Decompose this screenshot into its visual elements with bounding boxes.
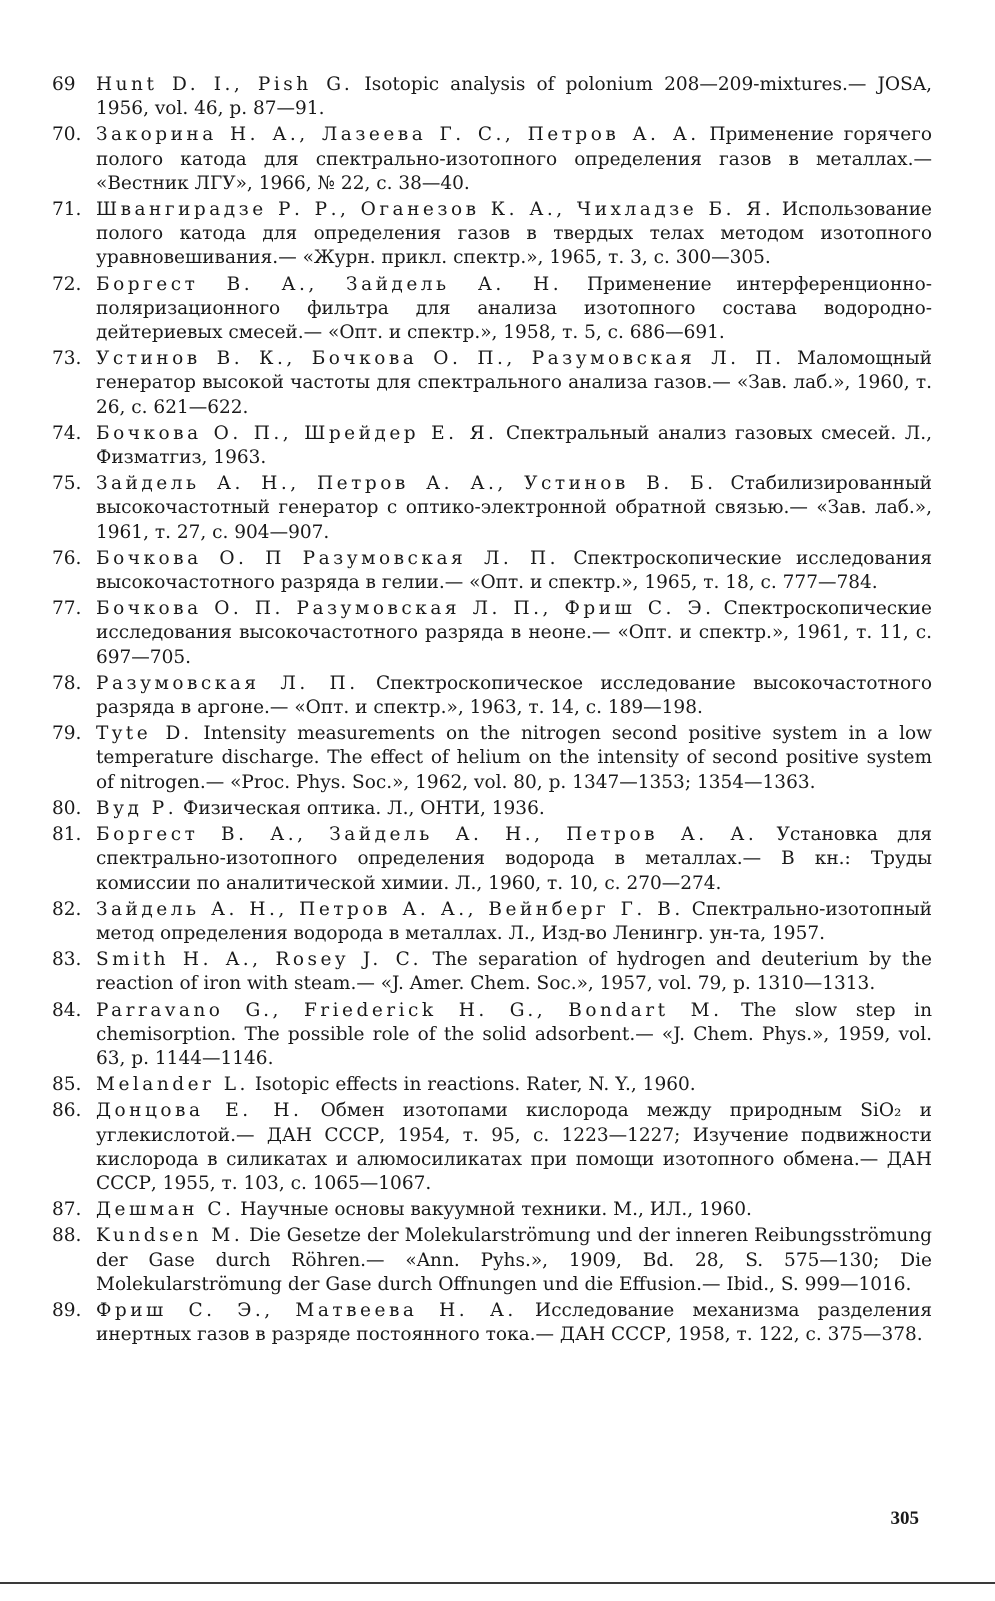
reference-item: [52, 999, 932, 1072]
reference-number: 72.: [52, 273, 82, 295]
reference-number: 87.: [52, 1199, 82, 1221]
reference-item: [52, 898, 932, 946]
reference-text: Применение горячего полого катода для спектрально-изотопного определения газов в металлах.— «Вестник ЛГУ», 1966, № 22, с. 38—40.: [96, 124, 932, 194]
reference-text: Исследование механизма разделения инертных газов в разряде постоянного тока.— ДАН СССР, 1958, т. 122, с. 375—378.: [96, 1299, 933, 1346]
reference-text: Спектрально-изотопный метод определения водорода в металлах. Л., Изд-во Ленингр. ун-та, 1957.: [96, 898, 932, 944]
reference-text: The separation of hydrogen and deuterium by the reaction of iron with steam.— «J. Amer. Chem. Soc.», 1957, vol. 79, p. 1310—1313.: [96, 949, 933, 995]
reference-item: [52, 672, 932, 720]
reference-body: [96, 672, 932, 720]
reference-item: [52, 1299, 932, 1347]
reference-authors: Разумовская Л. П.: [96, 672, 359, 694]
reference-body: [96, 123, 932, 196]
reference-number: 73.: [52, 348, 82, 370]
reference-authors: Бочкова О. П Разумовская Л. П.: [96, 547, 560, 569]
reference-number: 74.: [52, 422, 82, 444]
page-number: 305: [890, 1508, 919, 1529]
reference-authors: Бочкова О. П., Шрейдер Е. Я.: [96, 422, 498, 444]
reference-item: [52, 797, 932, 821]
reference-text: Die Gesetze der Molekularströmung und der inneren Reibungsströmung der Gase durch Röhren.— «Ann. Pyhs.», 1909, Bd. 28, S. 575—130; Die Molekularströmung der Gase durch Offnungen und die Effusion.— Ibid., S. 999—1016.: [96, 1225, 932, 1295]
reference-item: [52, 198, 932, 271]
reference-text: Применение интерференционно-поляризационного фильтра для анализа изотопного состава водородно-дейтериевых смесей.— «Опт. и спектр.», 1958, т. 5, с. 686—691.: [96, 273, 932, 344]
reference-item: [52, 347, 932, 420]
reference-body: [96, 999, 932, 1072]
reference-number: 80.: [52, 797, 82, 819]
reference-authors: Фриш С. Э., Матвеева Н. А.: [96, 1299, 517, 1321]
reference-authors: Вуд Р.: [96, 797, 178, 819]
reference-body: [96, 472, 932, 545]
reference-authors: Боргест В. А., Зайдель А. Н., Петров А. А.: [96, 824, 758, 846]
reference-body: [96, 1198, 932, 1222]
reference-text: Isotopic effects in reactions. Rater, N. Y., 1960.: [248, 1074, 696, 1096]
reference-authors: Smith H. A., Rosey J. C.: [96, 949, 423, 971]
reference-item: [52, 1099, 932, 1196]
reference-body: [96, 823, 932, 896]
reference-text: Intensity measurements on the nitrogen second positive system in a low temperature discharge. The effect of helium on the intensity of second positive system of nitrogen.— «Proc. Phys. Soc.», 1962, vol. 80, p. 1347—1353; 1354—1363.: [96, 723, 932, 793]
reference-number: 70.: [52, 124, 82, 146]
reference-authors: Дешман С.: [96, 1199, 235, 1221]
reference-body: [96, 73, 932, 121]
reference-body: [96, 547, 932, 595]
reference-text: Обмен изотопами кислорода между природным SiO₂ и углекислотой.— ДАН СССР, 1954, т. 95, с. 1223—1227; Изучение подвижности кислорода в силикатах и алюмосиликатах при помощи изотопного обмена.— ДАН СССР, 1955, т. 103, с. 1065—1067.: [96, 1100, 932, 1194]
reference-text: Isotopic analysis of polonium 208—209-mixtures.— JOSA, 1956, vol. 46, p. 87—91.: [96, 74, 932, 120]
reference-body: [96, 1224, 932, 1297]
reference-text: Маломощный генератор высокой частоты для спектрального анализа газов.— «Зав. лаб.», 1960, т. 26, с. 621—622.: [96, 348, 932, 418]
reference-number: 83.: [52, 949, 82, 971]
reference-number: 81.: [52, 824, 82, 846]
reference-body: [96, 797, 932, 821]
reference-body: [96, 948, 932, 996]
reference-authors: Зайдель А. Н., Петров А. А., Вейнберг Г. В.: [96, 898, 684, 920]
reference-item: [52, 1073, 932, 1097]
reference-body: [96, 722, 932, 795]
reference-body: [96, 597, 932, 670]
reference-item: [52, 472, 932, 545]
reference-body: [96, 1073, 932, 1097]
reference-number: 86.: [52, 1100, 82, 1122]
reference-item: [52, 948, 932, 996]
reference-item: [52, 422, 932, 470]
reference-number: 77.: [52, 598, 82, 620]
reference-item: [52, 123, 932, 196]
reference-item: [52, 722, 932, 795]
reference-text: Спектроскопическое исследование высокочастотного разряда в аргоне.— «Опт. и спектр.», 1963, т. 14, с. 189—198.: [96, 672, 932, 719]
reference-authors: Hunt D. I., Pish G.: [96, 74, 354, 95]
reference-number: 69: [52, 74, 76, 95]
reference-item: [52, 823, 932, 896]
reference-text: Спектральный анализ газовых смесей. Л., Физматгиз, 1963.: [96, 422, 933, 469]
reference-number: 79.: [52, 723, 82, 745]
reference-text: Установка для спектрально-изотопного определения водорода в металлах.— В кн.: Труды комиссии по аналитической химии. Л., 1960, т. 10, с. 270—274.: [96, 824, 932, 894]
reference-body: [96, 898, 932, 946]
reference-body: [96, 347, 932, 420]
reference-authors: Боргест В. А., Зайдель А. Н.: [96, 273, 563, 295]
reference-authors: Kundsen M.: [96, 1225, 244, 1247]
reference-authors: Швангирадзе Р. Р., Оганезов К. А., Чихладзе Б. Я.: [96, 199, 775, 221]
reference-text: The slow step in chemisorption. The possible role of the solid adsorbent.— «J. Chem. Phys.», 1959, vol. 63, p. 1144—1146.: [96, 999, 932, 1069]
reference-number: 84.: [52, 999, 82, 1021]
reference-item: [52, 273, 932, 346]
page-bottom-edge: [0, 1582, 995, 1584]
reference-list: [52, 73, 932, 1349]
reference-body: [96, 1299, 932, 1347]
reference-text: Физическая оптика. Л., ОНТИ, 1936.: [177, 797, 545, 819]
reference-number: 76.: [52, 547, 82, 569]
reference-text: Научные основы вакуумной техники. М., ИЛ., 1960.: [234, 1199, 752, 1221]
reference-number: 78.: [52, 672, 82, 694]
reference-number: 88.: [52, 1225, 82, 1247]
reference-number: 82.: [52, 898, 82, 920]
reference-authors: Устинов В. К., Бочкова О. П., Разумовская Л. П.: [96, 348, 785, 370]
reference-authors: Бочкова О. П. Разумовская Л. П., Фриш С. Э.: [96, 598, 715, 620]
reference-body: [96, 422, 932, 470]
reference-item: [52, 597, 932, 670]
reference-authors: Tyte D.: [96, 723, 193, 745]
reference-number: 71.: [52, 199, 82, 221]
reference-text: Стабилизированный высокочастотный генератор с оптико-электронной обратной связью.— «Зав. лаб.», 1961, т. 27, с. 904—907.: [96, 473, 932, 543]
reference-number: 85.: [52, 1074, 82, 1096]
reference-authors: Parravano G., Friederick H. G., Bondart M.: [96, 999, 723, 1021]
reference-body: [96, 198, 932, 271]
reference-text: Спектроскопические исследования высокочастотного разряда в неоне.— «Опт. и спектр.», 1961, т. 11, с. 697—705.: [96, 598, 933, 668]
reference-body: [96, 273, 932, 346]
reference-number: 75.: [52, 473, 82, 495]
reference-authors: Донцова Е. Н.: [96, 1100, 303, 1122]
reference-body: [96, 1099, 932, 1196]
reference-authors: Melander L.: [96, 1074, 249, 1096]
reference-text: Использование полого катода для определения газов в твердых телах методом изотопного уравновешивания.— «Журн. прикл. спектр.», 1965, т. 3, с. 300—305.: [96, 199, 932, 269]
reference-item: [52, 1198, 932, 1222]
reference-item: [52, 547, 932, 595]
reference-text: Спектроскопические исследования высокочастотного разряда в гелии.— «Опт. и спектр.», 1965, т. 18, с. 777—784.: [96, 547, 933, 594]
reference-authors: Закорина Н. А., Лазеева Г. С., Петров А. А.: [96, 124, 700, 146]
reference-authors: Зайдель А. Н., Петров А. А., Устинов В. Б.: [96, 473, 717, 495]
reference-item: [52, 73, 932, 121]
reference-number: 89.: [52, 1299, 82, 1321]
reference-item: [52, 1224, 932, 1297]
